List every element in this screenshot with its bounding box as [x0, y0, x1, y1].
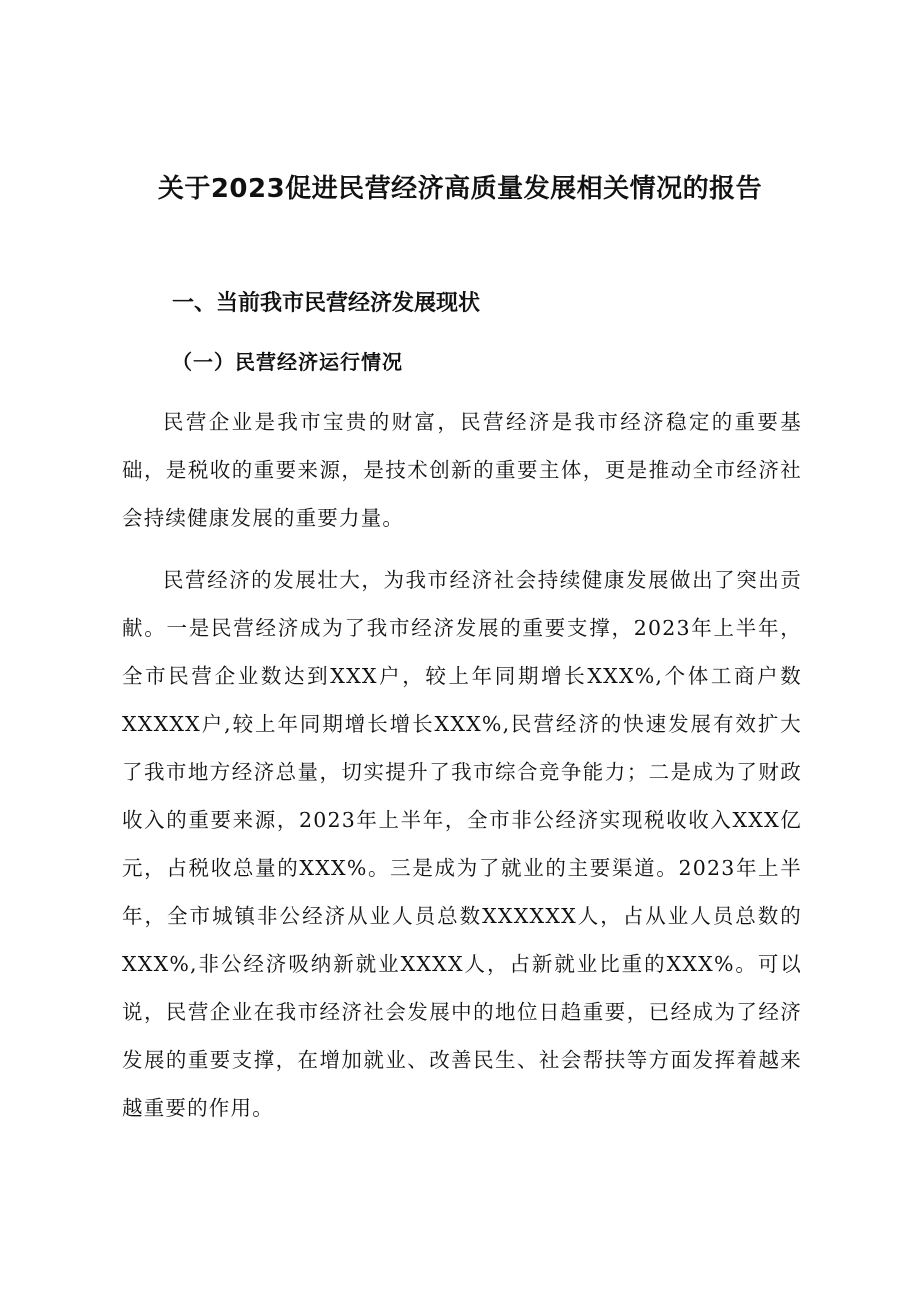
document-title: 关于2023促进民营经济高质量发展相关情况的报告 [157, 174, 763, 204]
subsection-heading: （一）民营经济运行情况 [172, 350, 403, 374]
paragraph: 民营企业是我市宝贵的财富，民营经济是我市经济稳定的重要基础，是税收的重要来源，是技术创新的重要主体，更是推动全市经济社会持续健康发展的重要力量。 [122, 410, 802, 530]
paragraph: 民营经济的发展壮大，为我市经济社会持续健康发展做出了突出贡献。一是民营经济成为了我市经济发展的重要支撑，2023年上半年，全市民营企业数达到XXX户，较上年同期增长XXX%,个体工商户数XXXXX户,较上年同期增长增长XXX%,民营经济的快速发展有效扩大了我市地方经济总量，切实提升了我市综合竞争能力；二是成为了财政收入的重要来源，2023年上半年，全市非公经济实现税收收入XXX亿元，占税收总量的XXX%。三是成为了就业的主要渠道。2023年上半年，全市城镇非公经济从业人员总数XXXXXX人，占从业人员总数的XXX%,非公经济吸纳新就业XXXX人，占新就业比重的XXX%。可以说，民营企业在我市经济社会发展中的地位日趋重要，已经成为了经济发展的重要支撑，在增加就业、改善民生、社会帮扶等方面发挥着越来越重要的作用。 [122, 568, 802, 1120]
section-heading: 一、当前我市民营经济发展现状 [172, 291, 481, 316]
